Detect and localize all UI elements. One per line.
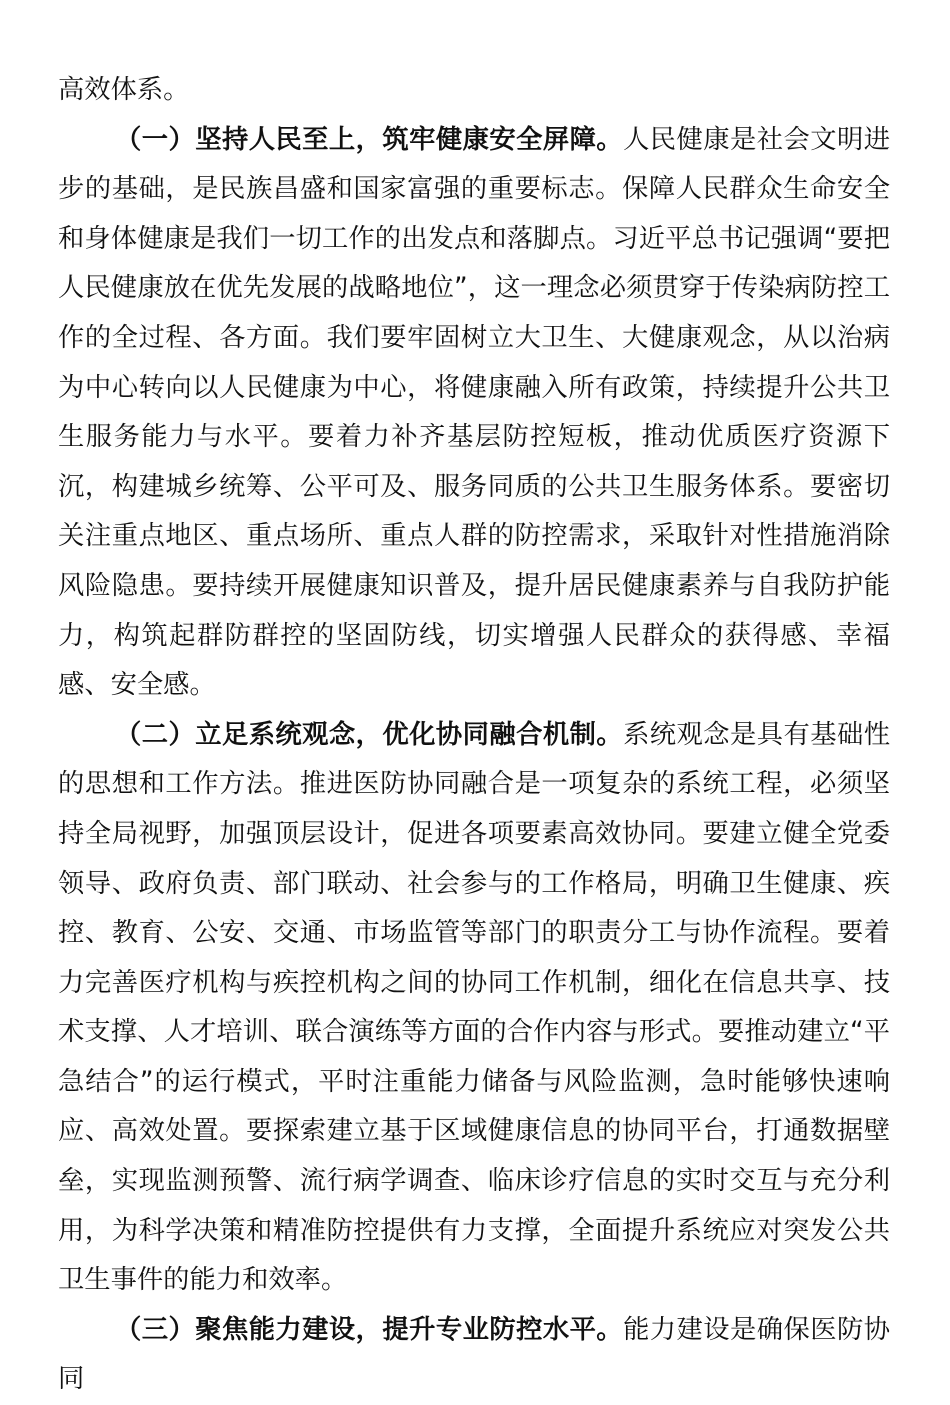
paragraph-section-1 xyxy=(58,116,890,711)
document-page xyxy=(58,66,890,1405)
paragraph-continuation xyxy=(58,66,890,116)
paragraph-section-3 xyxy=(58,1306,890,1405)
paragraph-body: 高效体系。 xyxy=(58,75,190,105)
paragraph-section-2 xyxy=(58,711,890,1306)
section-heading: （二）立足系统观念，优化协同融合机制。 xyxy=(115,719,624,750)
section-heading: （一）坚持人民至上，筑牢健康安全屏障。 xyxy=(115,124,624,155)
paragraph-body: 人民健康是社会文明进步的基础，是民族昌盛和国家富强的重要标志。保障人民群众生命安全和身体健康是我们一切工作的出发点和落脚点。习近平总书记强调“要把人民健康放在优先发展的战略地位”，这一理念必须贯穿于传染病防控工作的全过程、各方面。我们要牢固树立大卫生、大健康观念，从以治病为中心转向以人民健康为中心，将健康融入所有政策，持续提升公共卫生服务能力与水平。要着力补齐基层防控短板，推动优质医疗资源下沉，构建城乡统筹、公平可及、服务同质的公共卫生服务体系。要密切关注重点地区、重点场所、重点人群的防控需求，采取针对性措施消除风险隐患。要持续开展健康知识普及，提升居民健康素养与自我防护能力，构筑起群防群控的坚固防线，切实增强人民群众的获得感、幸福感、安全感。 xyxy=(58,124,891,701)
paragraph-body: 系统观念是具有基础性的思想和工作方法。推进医防协同融合是一项复杂的系统工程，必须坚持全局视野，加强顶层设计，促进各项要素高效协同。要建立健全党委领导、政府负责、部门联动、社会参与的工作格局，明确卫生健康、疾控、教育、公安、交通、市场监管等部门的职责分工与协作流程。要着力完善医疗机构与疾控机构之间的协同工作机制，细化在信息共享、技术支撑、人才培训、联合演练等方面的合作内容与形式。要推动建立“平急结合”的运行模式，平时注重能力储备与风险监测，急时能够快速响应、高效处置。要探索建立基于区域健康信息的协同平台，打通数据壁垒，实现监测预警、流行病学调查、临床诊疗信息的实时交互与充分利用，为科学决策和精准防控提供有力支撑，全面提升系统应对突发公共卫生事件的能力和效率。 xyxy=(58,719,891,1296)
paragraph-body: 能力建设是确保医防协同 xyxy=(58,1314,891,1395)
section-heading: （三）聚焦能力建设，提升专业防控水平。 xyxy=(115,1314,624,1345)
